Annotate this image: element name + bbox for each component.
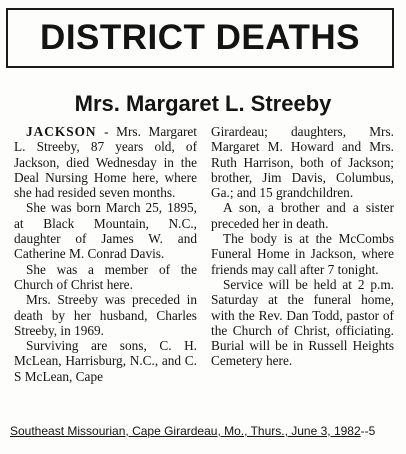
obituary-column-left xyxy=(14,124,197,384)
paragraph-text: - Mrs. Margaret L. Streeby, 87 years old, of Jackson, died Wednesday in the Deal Nursing Home here, where she had resided seven months. xyxy=(14,124,197,201)
dateline: JACKSON xyxy=(26,124,97,139)
section-title: DISTRICT DEATHS xyxy=(40,18,360,57)
page-number: --5 xyxy=(360,424,376,438)
obituary-paragraph xyxy=(14,124,197,200)
obituary-paragraph: Service will be held at 2 p.m. Saturday at the funeral home, with the Rev. Dan Todd, pastor of the Church of Christ, officiating. Burial will be in Russell Heights Cemetery here. xyxy=(211,276,394,369)
obituary-paragraph: A son, a brother and a sister preceded her in death. xyxy=(211,200,394,231)
obituary-paragraph: Girardeau; daughters, Mrs. Margaret M. Howard and Mrs. Ruth Harrison, both of Jackson; brother, Jim Davis, Columbus, Ga.; and 15 grandchildren. xyxy=(211,124,394,201)
obituary-headline: Mrs. Margaret L. Streeby xyxy=(74,91,332,116)
obituary-column-right xyxy=(211,124,394,369)
publication-credit: Southeast Missourian, Cape Girardeau, Mo., Thurs., June 3, 1982 xyxy=(10,424,361,438)
obituary-paragraph: Mrs. Streeby was preceded in death by her husband, Charles Streeby, in 1969. xyxy=(14,292,197,338)
publication-footer xyxy=(10,424,400,438)
obituary-paragraph: Surviving are sons, C. H. McLean, Harrisburg, N.C., and C. S McLean, Cape xyxy=(14,338,197,384)
obituary-paragraph: The body is at the McCombs Funeral Home in Jackson, where friends may call after 7 tonight. xyxy=(211,231,394,277)
obituary-paragraph: She was born March 25, 1895, at Black Mountain, N.C., daughter of James W. and Catherine M. Conrad Davis. xyxy=(14,200,197,262)
obituary-paragraph: She was a member of the Church of Christ here. xyxy=(14,261,197,292)
section-banner xyxy=(6,8,394,68)
